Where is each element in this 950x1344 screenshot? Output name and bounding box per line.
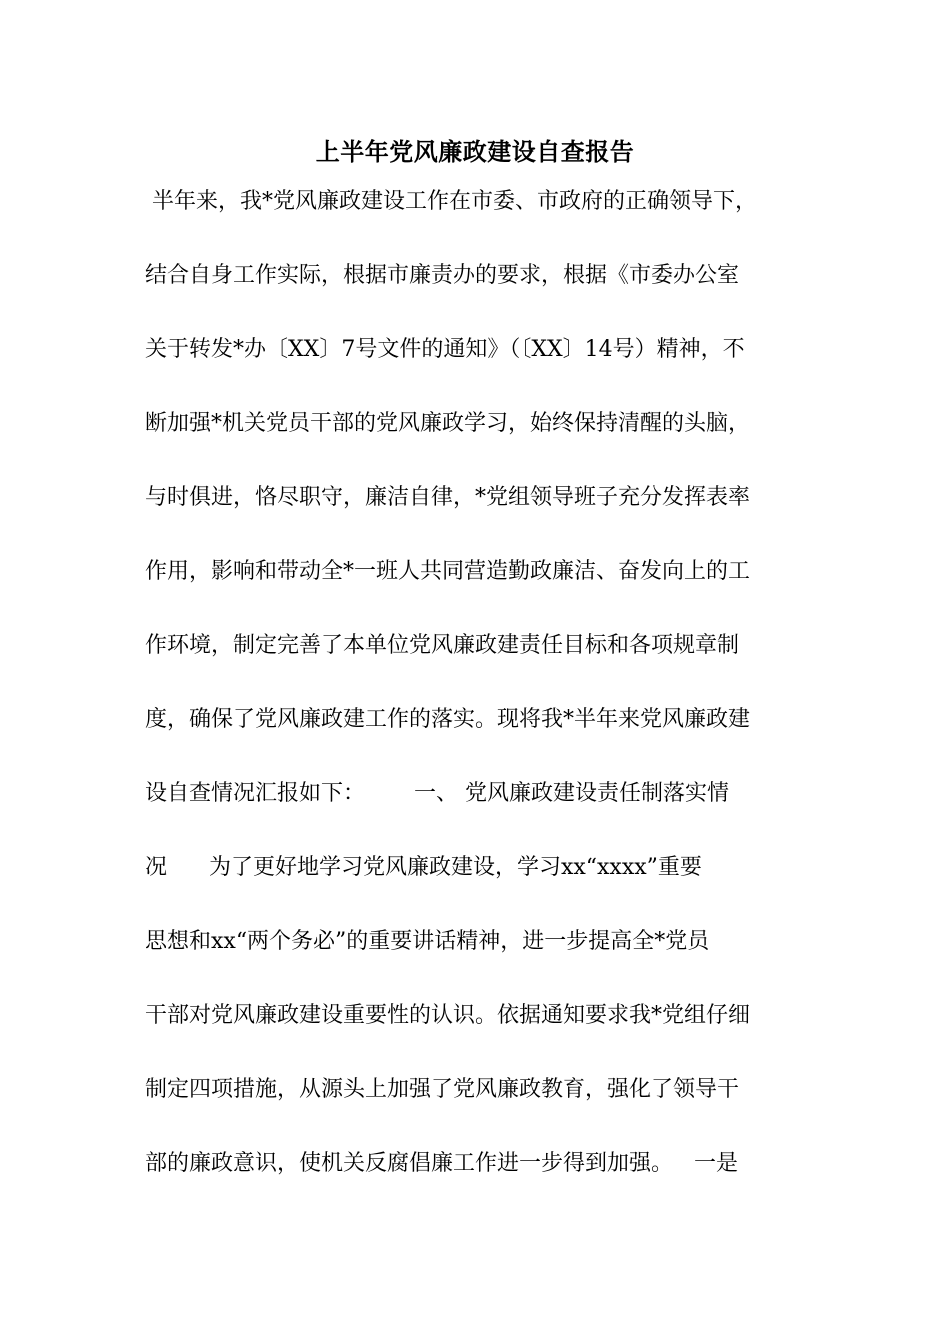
body-line: 关于转发*办〔XX〕7号文件的通知》（〔XX〕14号）精神，不: [145, 337, 745, 362]
body-line: 度，确保了党风廉政建工作的落实。现将我*半年来党风廉政建: [145, 707, 751, 732]
body-line: 断加强*机关党员干部的党风廉政学习，始终保持清醒的头脑，: [145, 411, 751, 436]
document-title: 上半年党风廉政建设自查报告: [315, 138, 635, 166]
document-body: [145, 184, 815, 1220]
body-line: 作用，影响和带动全*一班人共同营造勤政廉洁、奋发向上的工: [145, 559, 751, 584]
body-line: 半年来，我*党风廉政建设工作在市委、市政府的正确领导下，: [145, 189, 757, 214]
body-line: 干部对党风廉政建设重要性的认识。依据通知要求我*党组仔细: [145, 1003, 751, 1028]
body-line: 设自查情况汇报如下： 一、 党风廉政建设责任制落实情: [145, 781, 729, 806]
body-line: 况 为了更好地学习党风廉政建设，学习xx“xxxx”重要: [145, 855, 702, 880]
body-line: 结合自身工作实际，根据市廉责办的要求，根据《市委办公室: [145, 263, 740, 288]
body-line: 部的廉政意识，使机关反腐倡廉工作进一步得到加强。 一是: [145, 1151, 738, 1176]
body-line: 制定四项措施，从源头上加强了党风廉政教育，强化了领导干: [145, 1077, 740, 1102]
body-line: 与时俱进，恪尽职守，廉洁自律，*党组领导班子充分发挥表率: [145, 485, 751, 510]
body-line: 作环境，制定完善了本单位党风廉政建责任目标和各项规章制: [145, 633, 740, 658]
body-line: 思想和xx“两个务必”的重要讲话精神，进一步提高全*党员: [145, 929, 710, 954]
